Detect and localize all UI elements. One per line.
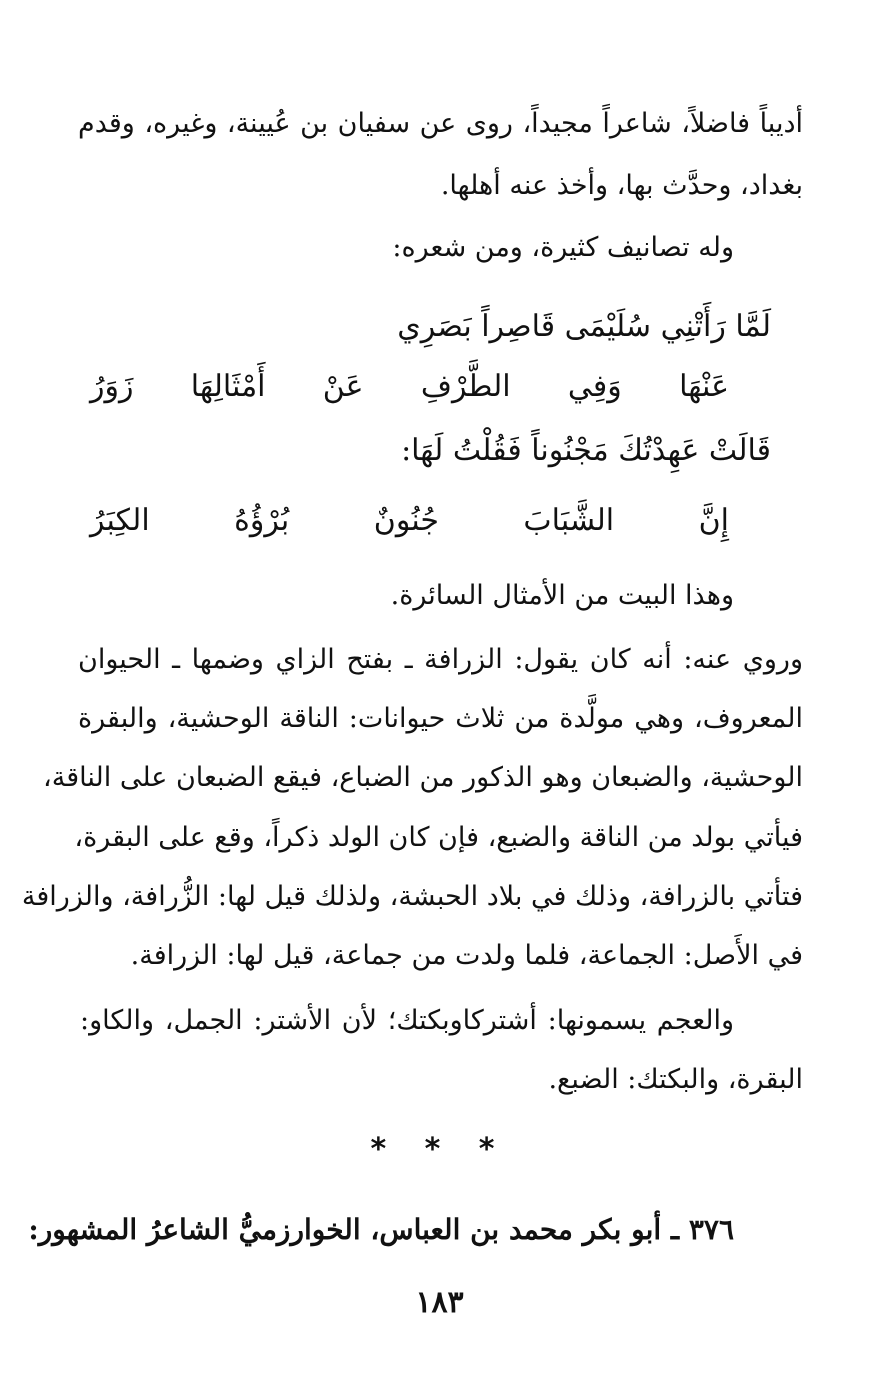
- paragraph-5-line-2: البقرة، والبكتك: الضبع.: [548, 1064, 803, 1095]
- poem-verse-2-second-hemistich: إِنَّ الشَّبَابَ جُنُونٌ بُرْؤُهُ الكِبَرُ: [90, 503, 729, 538]
- paragraph-4-line-4: فيأتي بولد من الناقة والضبع، فإن كان الولد ذكراً، وقع على البقرة،: [74, 822, 803, 853]
- paragraph-4-line-1: وروي عنه: أنه كان يقول: الزرافة ـ بفتح الزاي وضمها ـ الحيوان: [78, 644, 803, 675]
- section-separator: * * *: [370, 1132, 509, 1167]
- page-number: ١٨٣: [415, 1285, 464, 1320]
- poem-verse-2-first-hemistich: قَالَتْ عَهِدْتُكَ مَجْنُوناً فَقُلْتُ لَهَا:: [401, 433, 771, 468]
- paragraph-4-line-2: المعروف، وهي مولَّدة من ثلاث حيوانات: الناقة الوحشية، والبقرة: [78, 703, 803, 734]
- paragraph-2-line-1: وله تصانيف كثيرة، ومن شعره:: [392, 232, 734, 263]
- paragraph-5-line-1: والعجم يسمونها: أشتركاوبكتك؛ لأن الأشتر: الجمل، والكاو:: [80, 1005, 734, 1036]
- paragraph-4-line-6: في الأَصل: الجماعة، فلما ولدت من جماعة، قيل لها: الزرافة.: [130, 940, 803, 971]
- paragraph-4-line-5: فتأتي بالزرافة، وذلك في بلاد الحبشة، ولذلك قيل لها: الزُّرافة، والزرافة: [21, 881, 803, 912]
- paragraph-1-line-1: أديباً فاضلاً، شاعراً مجيداً، روى عن سفيان بن عُيينة، وغيره، وقدم: [78, 108, 803, 139]
- paragraph-3-line-1: وهذا البيت من الأمثال السائرة.: [390, 580, 734, 611]
- poem-verse-1-second-hemistich: عَنْهَا وَفِي الطَّرْفِ عَنْ أَمْثَالِهَا زَوَرُ: [90, 369, 729, 404]
- paragraph-4-line-3: الوحشية، والضبعان وهو الذكور من الضباع، فيقع الضبعان على الناقة،: [43, 762, 803, 793]
- entry-heading: ٣٧٦ ـ أبو بكر محمد بن العباس، الخوارزميُّ الشاعرُ المشهور:: [28, 1213, 734, 1246]
- paragraph-1-line-2: بغداد، وحدَّث بها، وأخذ عنه أهلها.: [440, 170, 803, 201]
- poem-verse-1-first-hemistich: لَمَّا رَأَتْنِي سُلَيْمَى قَاصِراً بَصَرِي: [397, 309, 771, 344]
